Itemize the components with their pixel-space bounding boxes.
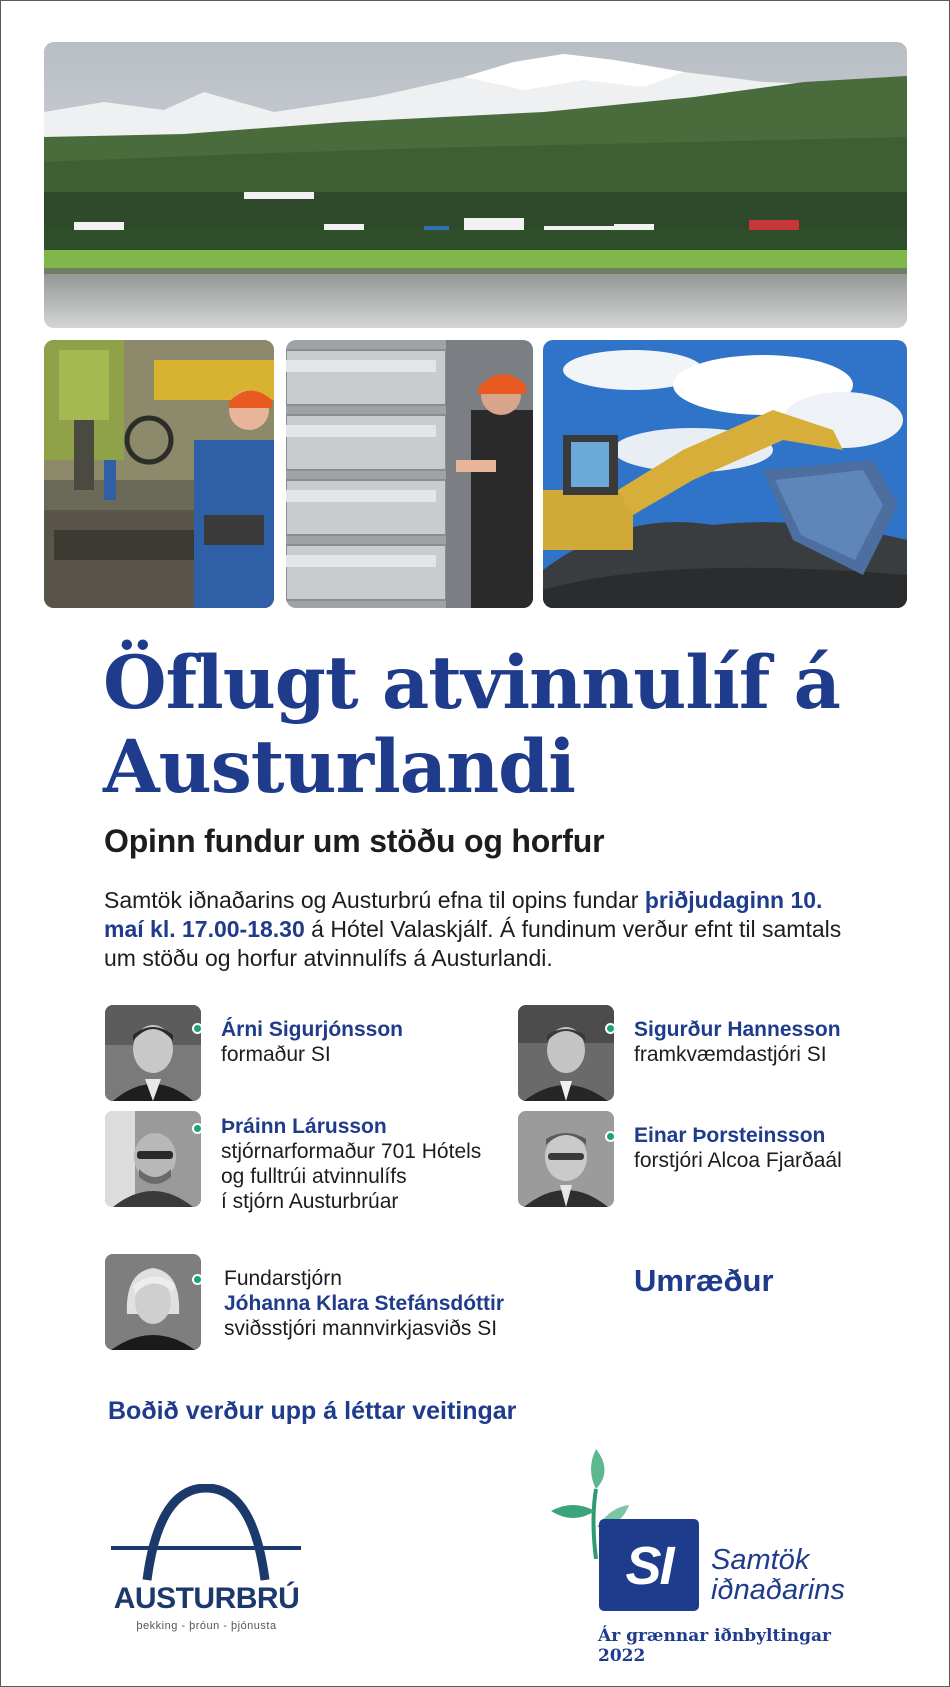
refreshments-note: Boðið verður upp á léttar veitingar xyxy=(108,1397,517,1425)
landscape-photo xyxy=(44,42,907,328)
intro-text-start: Samtök iðnaðarins og Austurbrú efna til opins fundar xyxy=(104,887,645,913)
speaker-bullet-dot xyxy=(192,1123,203,1134)
moderator-label: Fundarstjórn xyxy=(224,1267,342,1290)
si-wordmark-line-1: Samtök xyxy=(711,1544,810,1576)
speaker-bullet-dot xyxy=(605,1131,616,1142)
discussion-heading: Umræður xyxy=(634,1263,774,1298)
event-subtitle: Opinn fundur um stöðu og horfur xyxy=(104,823,605,859)
speaker-info xyxy=(634,1017,841,1067)
si-year-slogan: Ár grænnar iðnbyltingar 2022 xyxy=(598,1626,832,1666)
speaker-role: framkvæmdastjóri SI xyxy=(634,1043,827,1066)
speaker-info xyxy=(221,1114,481,1214)
speaker-portrait xyxy=(518,1005,614,1101)
speaker-role: formaður SI xyxy=(221,1043,331,1066)
speaker-arni xyxy=(105,1005,465,1105)
speaker-info xyxy=(221,1017,403,1067)
speaker-name: Einar Þorsteinsson xyxy=(634,1124,826,1147)
event-title-line-1: Öflugt atvinnulíf á xyxy=(103,640,840,726)
austurbru-wordmark: AUSTURBRÚ xyxy=(113,1582,300,1615)
speaker-info xyxy=(634,1123,842,1173)
excavator-photo xyxy=(543,340,907,608)
event-intro xyxy=(104,886,864,973)
speaker-name: Sigurður Hannesson xyxy=(634,1018,841,1041)
speaker-name: Þráinn Lárusson xyxy=(221,1115,387,1138)
intro-text-end: á Hótel Valaskjálf. Á fundinum verður efnt til samtals um stöðu og horfur atvinnulífs á Austurlandi. xyxy=(104,916,842,971)
moderator-bullet-dot xyxy=(192,1274,203,1285)
speaker-portrait xyxy=(518,1111,614,1207)
speaker-role: stjórnarformaður 701 Hótels xyxy=(221,1140,482,1163)
speaker-portrait xyxy=(105,1111,201,1207)
si-letters: SI xyxy=(625,1536,673,1596)
moderator xyxy=(105,1254,585,1354)
speaker-sigurdur xyxy=(518,1005,878,1105)
austurbru-tagline: þekking - þróun - þjónusta xyxy=(136,1620,277,1632)
speaker-einar xyxy=(518,1111,878,1211)
workshop-photo xyxy=(44,340,274,608)
speaker-bullet-dot xyxy=(605,1023,616,1034)
si-wordmark xyxy=(711,1545,845,1605)
speaker-role: og fulltrúi atvinnulífs xyxy=(221,1165,407,1188)
event-title-line-2: Austurlandi xyxy=(103,724,575,810)
moderator-portrait xyxy=(105,1254,201,1350)
moderator-role: sviðsstjóri mannvirkjasviðs SI xyxy=(224,1317,498,1340)
speaker-thrainn xyxy=(105,1111,505,1221)
event-title xyxy=(103,641,863,809)
speaker-role: í stjórn Austurbrúar xyxy=(221,1190,399,1213)
speaker-portrait xyxy=(105,1005,201,1101)
speaker-name: Árni Sigurjónsson xyxy=(221,1018,404,1041)
bridge-arch-logo-icon xyxy=(109,1484,304,1584)
si-emblem xyxy=(599,1519,699,1611)
speaker-bullet-dot xyxy=(192,1023,203,1034)
moderator-info xyxy=(224,1266,504,1341)
si-logo xyxy=(551,1449,871,1666)
speaker-role: forstjóri Alcoa Fjarðaál xyxy=(634,1149,842,1172)
si-wordmark-line-2: iðnaðarins xyxy=(711,1574,845,1606)
event-date-highlight: þriðjudaginn 10. maí kl. 17.00-18.30 xyxy=(104,887,823,942)
aluminium-photo xyxy=(286,340,533,608)
moderator-name: Jóhanna Klara Stefánsdóttir xyxy=(224,1292,505,1315)
austurbru-logo xyxy=(109,1484,304,1636)
